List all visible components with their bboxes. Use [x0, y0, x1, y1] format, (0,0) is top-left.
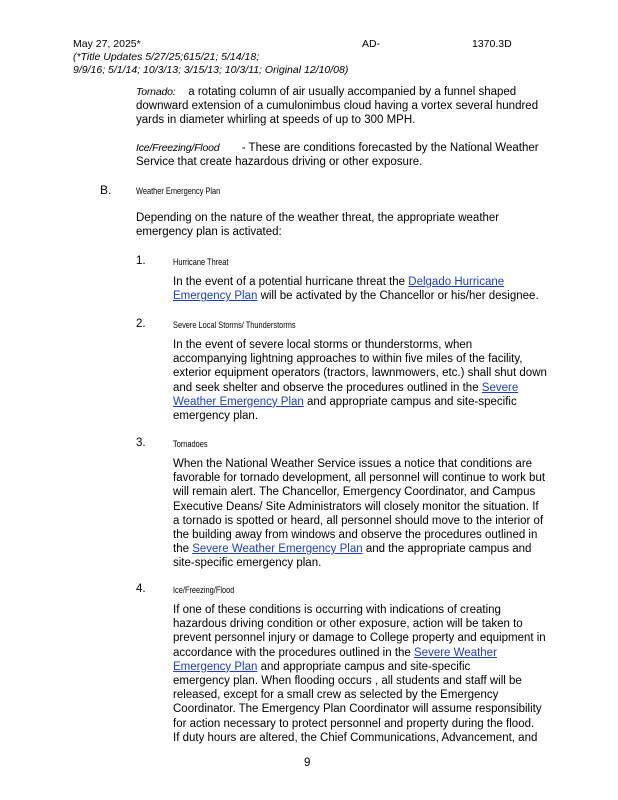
item-3-line-3: will remain alert. The Chancellor, Emergency Coordinator, and Campus	[173, 486, 536, 499]
item-4-line-6: emergency plan. When flooding occurs , all students and staff will be	[173, 675, 522, 688]
section-b-intro-1: Depending on the nature of the weather threat, the appropriate weather	[136, 212, 500, 224]
ice-text-2: Service that create hazardous driving or other exposure.	[136, 156, 423, 169]
item-4-line-2: hazardous driving condition or other exposure, action will be taken to	[173, 618, 523, 631]
item-4-number: 4.	[136, 583, 146, 595]
header-date: May 27, 2025*	[73, 38, 141, 50]
hurricane-plan-link-cont[interactable]: Emergency Plan	[173, 290, 258, 303]
item-4-title: Ice/Freezing/Flood	[173, 585, 235, 596]
section-b-title: Weather Emergency Plan	[136, 186, 221, 197]
severe-weather-plan-link-3[interactable]: Severe Weather	[414, 646, 497, 659]
item-2-body	[173, 338, 569, 423]
severe-weather-plan-link-1-cont[interactable]: Weather Emergency Plan	[173, 395, 304, 408]
item-4-line-10: If duty hours are altered, the Chief Communications, Advancement, and	[173, 731, 538, 744]
tornado-term: Tornado:	[136, 86, 176, 98]
ice-definition	[136, 141, 560, 169]
item-2-line-5: and appropriate campus and site-specific	[303, 395, 517, 408]
tornado-text-3: yards in diameter whirling at speeds of up to 300 MPH.	[136, 114, 416, 127]
severe-weather-plan-link-2[interactable]: Severe Weather Emergency Plan	[192, 543, 363, 556]
item-4-body	[173, 603, 569, 745]
section-b-intro	[136, 211, 560, 239]
item-1-body	[173, 275, 569, 303]
item-3-line-7a: the	[173, 543, 193, 556]
header-updates-line-1: (*Title Updates 5/27/25;615/21; 5/14/18;	[73, 51, 260, 63]
item-1-text-2: will be activated by the Chancellor or his/her designee.	[257, 290, 539, 303]
item-1-text-1: In the event of a potential hurricane threat the	[173, 276, 409, 288]
policy-prefix: AD-	[362, 38, 381, 50]
item-4-line-3: prevent personnel injury or damage to College property and equipment in	[173, 632, 546, 645]
tornado-definition	[136, 85, 560, 128]
item-4-line-9: for action necessary to protect personnel and property during the flood.	[173, 717, 535, 730]
page-number: 9	[304, 757, 311, 769]
tornado-text-2: downward extension of a cumulonimbus cloud having a vortex several hundred	[136, 100, 539, 113]
item-3-line-1: When the National Weather Service issues a notice that conditions are	[173, 458, 533, 470]
item-2-title: Severe Local Storms/ Thunderstorms	[173, 320, 296, 331]
document-header	[73, 38, 348, 77]
item-3-body	[173, 457, 569, 571]
item-4-line-1: If one of these conditions is occurring with indications of creating	[173, 604, 501, 616]
item-3-line-8: site-specific emergency plan.	[173, 557, 322, 570]
item-2-number: 2.	[136, 318, 146, 330]
item-2-line-2: accompanying lightning approaches to within five miles of the facility,	[173, 353, 523, 366]
hurricane-plan-link[interactable]: Delgado Hurricane	[408, 276, 505, 288]
section-b-label: B.	[100, 183, 112, 197]
item-2-line-6: emergency plan.	[173, 410, 259, 423]
tornado-text-1: a rotating column of air usually accompanied by a funnel shaped	[188, 86, 517, 98]
ice-text-1: - These are conditions forecasted by the National Weather	[241, 142, 539, 154]
item-2-line-3: exterior equipment operators (tractors, lawnmowers, etc.) shall shut down	[173, 367, 547, 380]
policy-number: 1370.3D	[472, 38, 512, 50]
item-1-number: 1.	[136, 255, 146, 267]
severe-weather-plan-link-1[interactable]: Severe	[481, 381, 519, 394]
item-3-line-7b: and the appropriate campus and	[362, 543, 532, 556]
item-3-line-5: a tornado is spotted or heard, all personnel should move to the interior of	[173, 514, 544, 527]
severe-weather-plan-link-3-cont[interactable]: Emergency Plan	[173, 660, 258, 673]
item-3-title: Tornadoes	[173, 439, 208, 450]
item-4-line-8: Coordinator. The Emergency Plan Coordinator will assume responsibility	[173, 703, 542, 716]
section-b-intro-2: emergency plan is activated:	[136, 226, 282, 239]
item-3-line-2: favorable for tornado development, all personnel will continue to work but	[173, 472, 546, 485]
item-1-title: Hurricane Threat	[173, 257, 229, 268]
item-3-number: 3.	[136, 437, 146, 449]
item-3-line-6: the building away from windows and observe the procedures outlined in	[173, 529, 538, 542]
item-4-line-7: released, except for a small crew as selected by the Emergency	[173, 689, 499, 702]
item-4-line-4: accordance with the procedures outlined in the	[173, 646, 415, 659]
header-updates-line-2: 9/9/16; 5/1/14; 10/3/13; 3/15/13; 10/3/11; Original 12/10/08)	[73, 64, 349, 76]
item-2-line-1: In the event of severe local storms or thunderstorms, when	[173, 339, 473, 351]
ice-term: Ice/Freezing/Flood	[136, 142, 220, 154]
item-3-line-4: Executive Deans/ Site Administrators will closely monitor the situation. If	[173, 500, 539, 513]
item-2-line-4: and seek shelter and observe the procedures outlined in the	[173, 381, 482, 394]
item-4-line-5: and appropriate campus and site-specific	[257, 660, 471, 673]
